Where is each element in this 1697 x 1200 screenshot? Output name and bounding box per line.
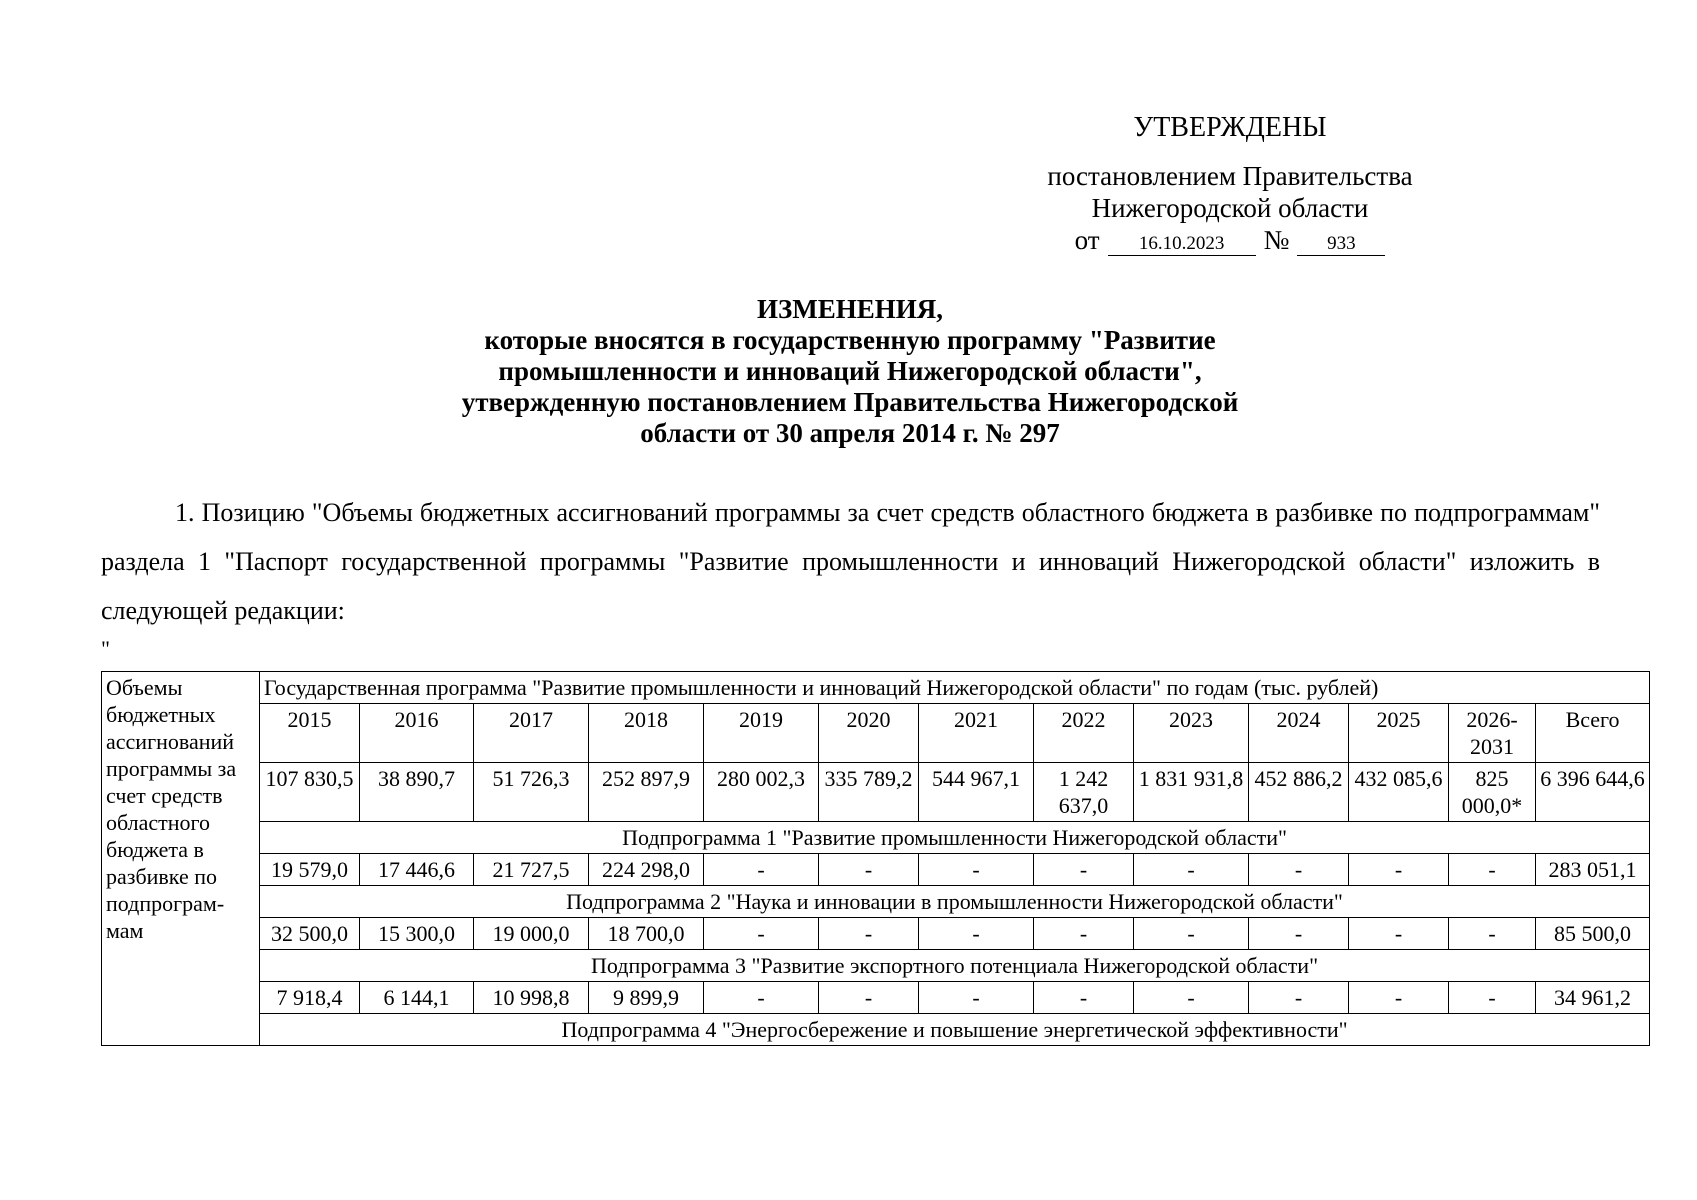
value-cell: 9 899,9 xyxy=(589,982,704,1014)
title-line3: промышленности и инноваций Нижегородской области", xyxy=(498,356,1202,386)
opening-quote: " xyxy=(101,636,110,661)
value-cell: 21 727,5 xyxy=(474,854,589,886)
value-cell: - xyxy=(1449,918,1536,950)
program-values-row xyxy=(102,763,1650,822)
subprogram3-values-row xyxy=(102,982,1650,1014)
subprogram4-title-row xyxy=(102,1014,1650,1046)
value-cell: 85 500,0 xyxy=(1536,918,1650,950)
value-cell: - xyxy=(1249,854,1349,886)
value-cell: 1 831 931,8 xyxy=(1134,763,1249,822)
value-cell: - xyxy=(819,918,919,950)
value-cell: - xyxy=(704,918,819,950)
title-line4: утвержденную постановлением Правительства Нижегородской xyxy=(461,387,1239,417)
subprogram1-title: Подпрограмма 1 "Развитие промышленности Нижегородской области" xyxy=(260,822,1650,854)
value-cell: 1 242 637,0 xyxy=(1034,763,1134,822)
value-cell: 51 726,3 xyxy=(474,763,589,822)
year-cell: 2015 xyxy=(260,704,360,763)
approval-line1: постановлением Правительства xyxy=(1047,161,1413,191)
subprogram3-title: Подпрограмма 3 "Развитие экспортного потенциала Нижегородской области" xyxy=(260,950,1650,982)
value-cell: 18 700,0 xyxy=(589,918,704,950)
title-line1: ИЗМЕНЕНИЯ, xyxy=(756,294,943,324)
value-cell: 38 890,7 xyxy=(360,763,474,822)
year-cell: 2021 xyxy=(919,704,1034,763)
value-cell: 34 961,2 xyxy=(1536,982,1650,1014)
value-cell: - xyxy=(1349,918,1449,950)
value-cell: - xyxy=(919,982,1034,1014)
value-cell: 544 967,1 xyxy=(919,763,1034,822)
value-cell: 7 918,4 xyxy=(260,982,360,1014)
value-cell: 6 396 644,6 xyxy=(1536,763,1650,822)
value-cell: - xyxy=(704,982,819,1014)
value-cell: 280 002,3 xyxy=(704,763,819,822)
value-cell: - xyxy=(704,854,819,886)
value-cell: - xyxy=(1249,982,1349,1014)
value-cell: - xyxy=(1034,918,1134,950)
years-row xyxy=(102,704,1650,763)
value-cell: - xyxy=(819,854,919,886)
value-cell: - xyxy=(1134,918,1249,950)
number-sign: № xyxy=(1263,225,1290,255)
value-cell: - xyxy=(1449,854,1536,886)
value-cell: - xyxy=(1034,982,1134,1014)
approval-date-line xyxy=(1000,224,1460,256)
value-cell: 6 144,1 xyxy=(360,982,474,1014)
subprogram2-title: Подпрограмма 2 "Наука и инновации в промышленности Нижегородской области" xyxy=(260,886,1650,918)
year-cell: 2019 xyxy=(704,704,819,763)
value-cell: 10 998,8 xyxy=(474,982,589,1014)
approval-block xyxy=(1000,112,1460,256)
year-cell: 2025 xyxy=(1349,704,1449,763)
value-cell: - xyxy=(1249,918,1349,950)
program-header-row xyxy=(102,672,1650,704)
value-cell: - xyxy=(1034,854,1134,886)
value-cell: - xyxy=(919,918,1034,950)
year-cell: 2018 xyxy=(589,704,704,763)
value-cell: 825 000,0* xyxy=(1449,763,1536,822)
approval-heading: УТВЕРЖДЕНЫ xyxy=(1133,112,1327,143)
value-cell: - xyxy=(819,982,919,1014)
subprogram1-title-row xyxy=(102,822,1650,854)
value-cell: - xyxy=(919,854,1034,886)
year-cell: 2020 xyxy=(819,704,919,763)
year-cell: 2023 xyxy=(1134,704,1249,763)
value-cell: 19 579,0 xyxy=(260,854,360,886)
date-prefix: от xyxy=(1074,225,1100,255)
value-cell: - xyxy=(1449,982,1536,1014)
year-cell: 2017 xyxy=(474,704,589,763)
left-label-cell: Объемы бюджетных ассигнований программы за счет средств областного бюджета в разбивке по подпрограм-мам xyxy=(102,672,260,1046)
value-cell: 432 085,6 xyxy=(1349,763,1449,822)
year-cell: 2022 xyxy=(1034,704,1134,763)
value-cell: 15 300,0 xyxy=(360,918,474,950)
document-title xyxy=(300,294,1400,449)
value-cell: 452 886,2 xyxy=(1249,763,1349,822)
value-cell: 224 298,0 xyxy=(589,854,704,886)
value-cell: 19 000,0 xyxy=(474,918,589,950)
value-cell: 107 830,5 xyxy=(260,763,360,822)
year-cell: 2024 xyxy=(1249,704,1349,763)
budget-table xyxy=(101,671,1650,1046)
year-cell: Всего xyxy=(1536,704,1650,763)
value-cell: - xyxy=(1134,854,1249,886)
program-header: Государственная программа "Развитие промышленности и инноваций Нижегородской области" по годам (тыс. рублей) xyxy=(260,672,1650,704)
approval-number: 933 xyxy=(1297,233,1385,256)
value-cell: 283 051,1 xyxy=(1536,854,1650,886)
subprogram2-values-row xyxy=(102,918,1650,950)
title-line2: которые вносятся в государственную программу "Развитие xyxy=(484,325,1216,355)
title-line5: области от 30 апреля 2014 г. № 297 xyxy=(640,418,1060,448)
approval-date: 16.10.2023 xyxy=(1108,233,1256,256)
year-cell: 2026-2031 xyxy=(1449,704,1536,763)
value-cell: 17 446,6 xyxy=(360,854,474,886)
subprogram3-title-row xyxy=(102,950,1650,982)
value-cell: - xyxy=(1134,982,1249,1014)
value-cell: - xyxy=(1349,982,1449,1014)
value-cell: 252 897,9 xyxy=(589,763,704,822)
subprogram1-values-row xyxy=(102,854,1650,886)
amendment-paragraph: 1. Позицию "Объемы бюджетных ассигнований программы за счет средств областного бюджета в разбивке по подпрограммам" раздела 1 "Паспорт государственной программы "Развитие промышленности и инноваций Нижегородской области" изложить в следующей редакции: xyxy=(101,498,1600,625)
subprogram4-title: Подпрограмма 4 "Энергосбережение и повышение энергетической эффективности" xyxy=(260,1014,1650,1046)
value-cell: 32 500,0 xyxy=(260,918,360,950)
value-cell: - xyxy=(1349,854,1449,886)
value-cell: 335 789,2 xyxy=(819,763,919,822)
approval-line2: Нижегородской области xyxy=(1091,193,1369,223)
subprogram2-title-row xyxy=(102,886,1650,918)
year-cell: 2016 xyxy=(360,704,474,763)
